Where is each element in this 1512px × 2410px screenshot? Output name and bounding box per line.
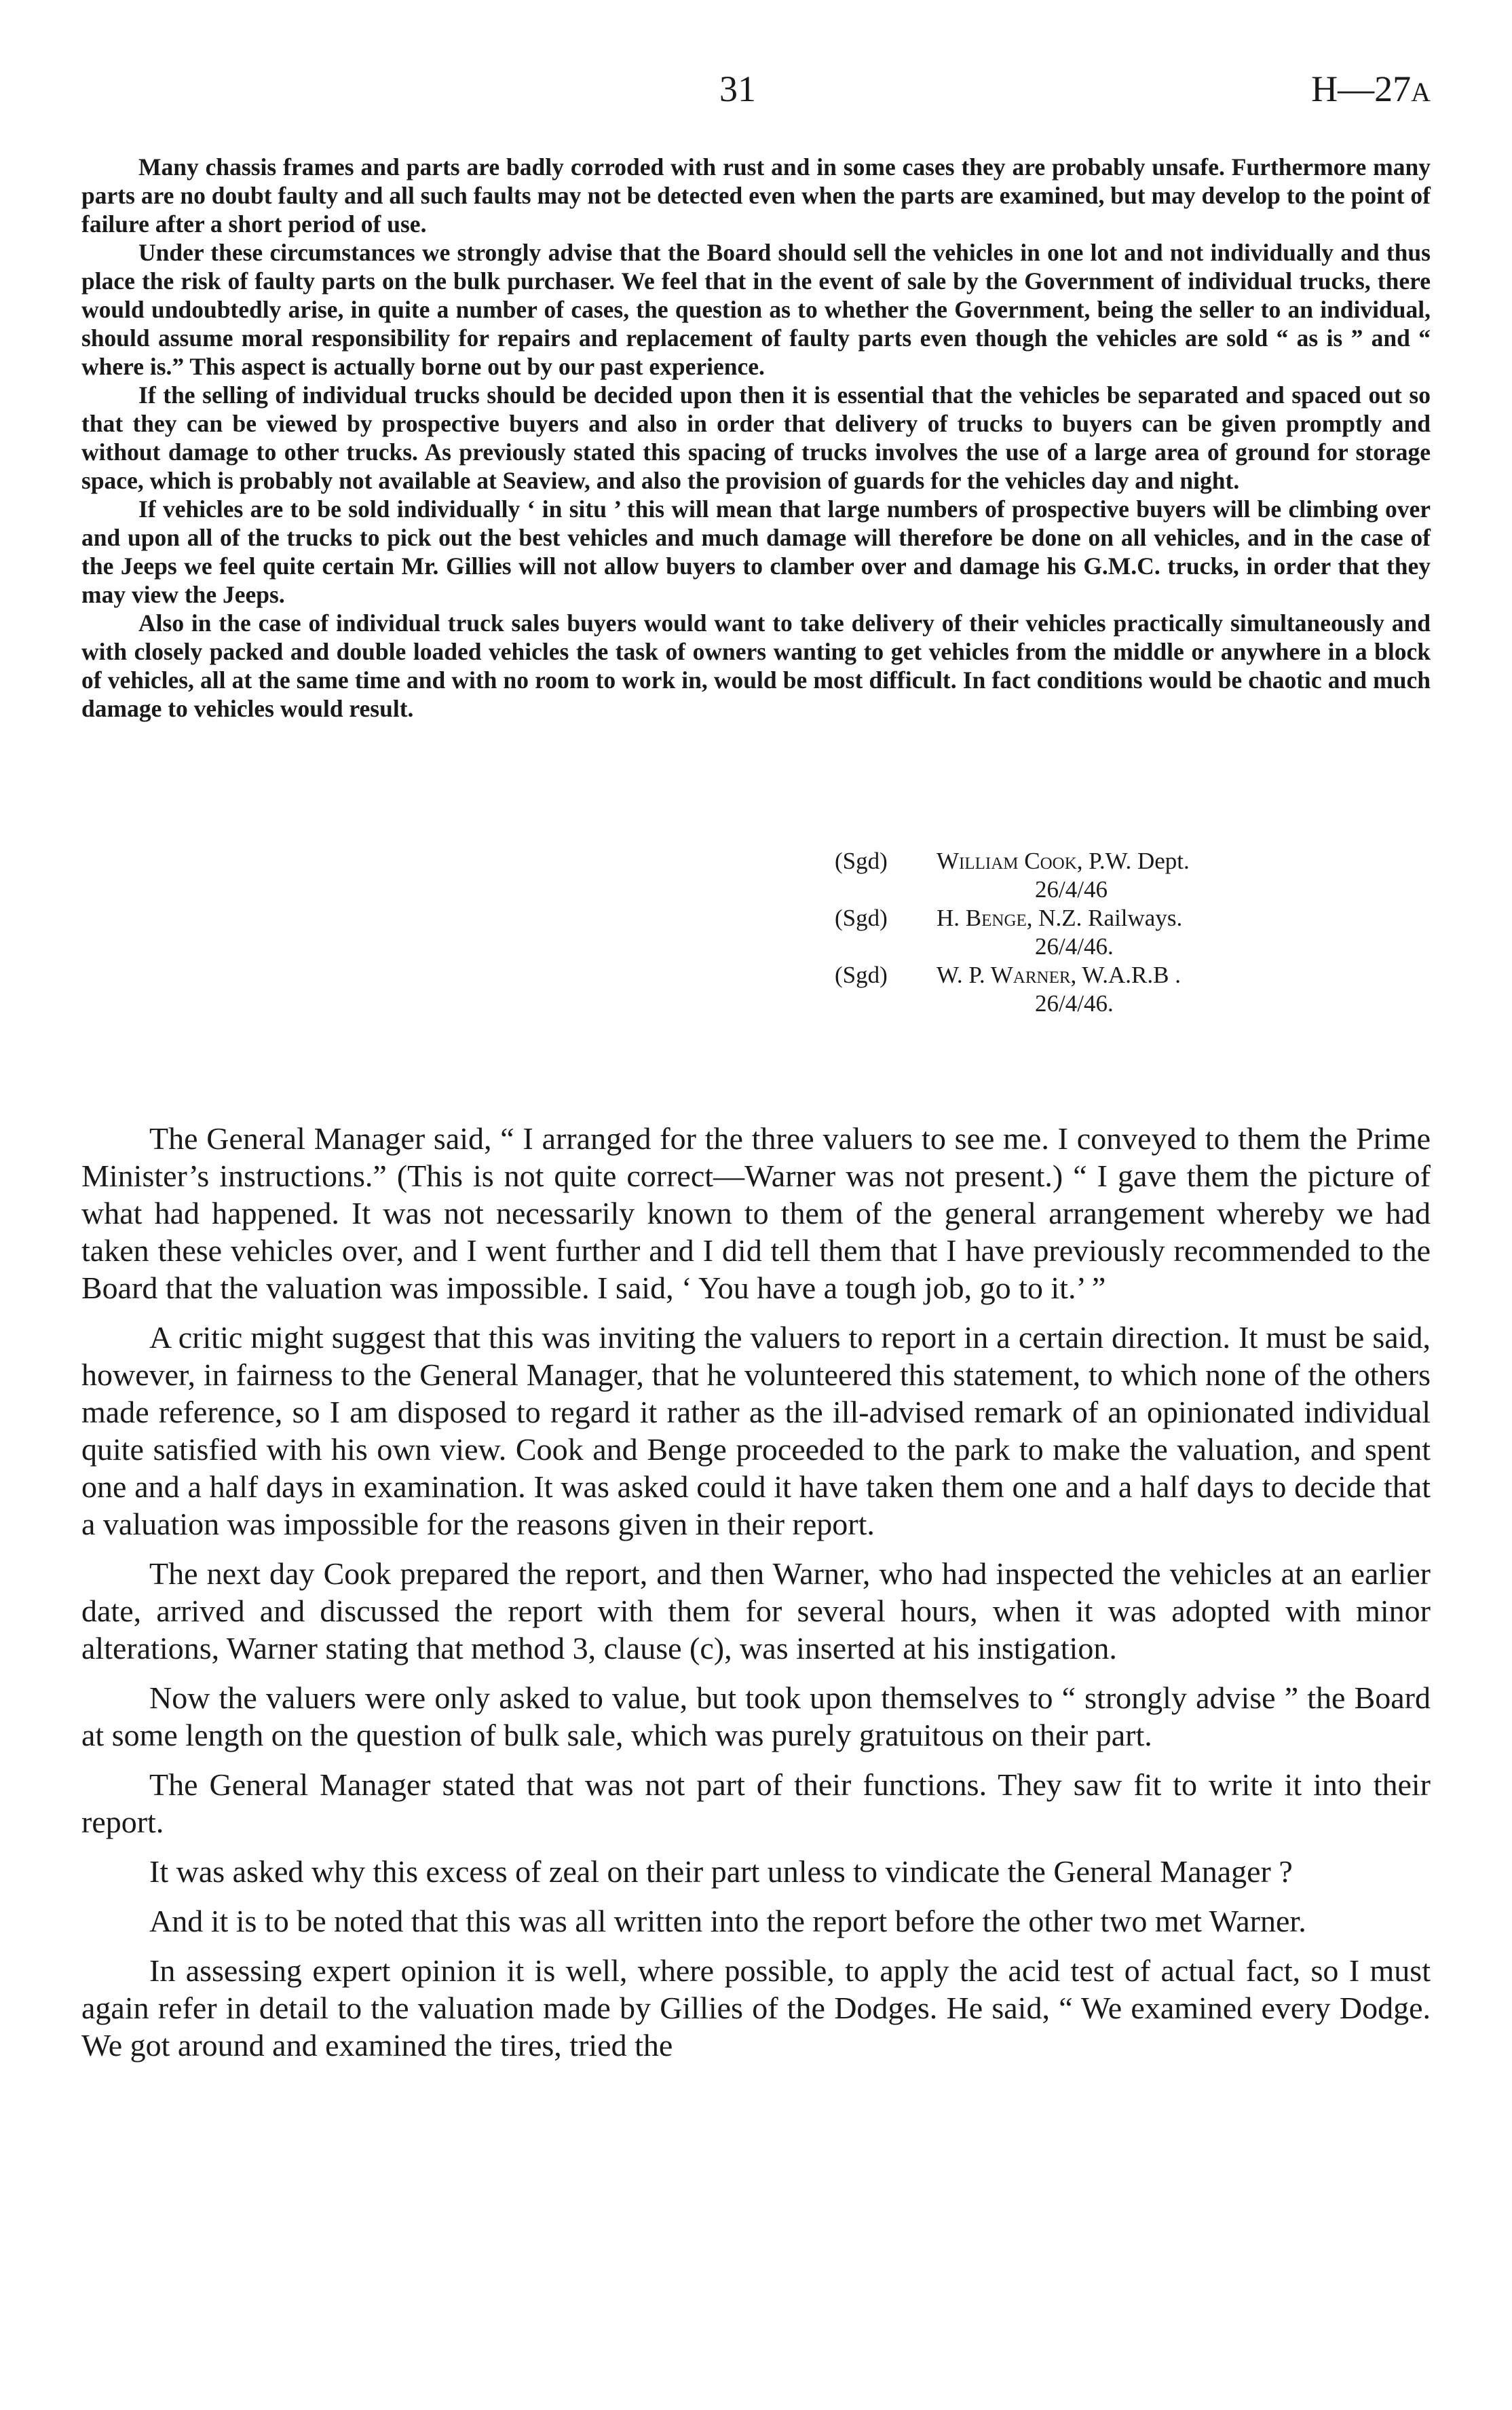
signatory-affiliation: , P.W. Dept.	[1076, 848, 1190, 874]
quoted-paragraph: Under these circumstances we strongly advise that the Board should sell the vehicles in one lot and not individually and thus place the risk of faulty parts on the bulk purchaser. We feel that in the event of sale by the Government of individual trucks, there would undoubtedly arise, in quite a number of cases, the question as to whether the Government, being the seller to an individual, should assume moral responsibility for repairs and replacement of faulty parts even though the vehicles are sold “ as is ” and “ where is.” This aspect is actually borne out by our past experience.	[81, 239, 1431, 380]
signatory-affiliation: , W.A.R.B .	[1070, 962, 1181, 988]
signatory	[937, 904, 1182, 933]
quoted-paragraph: Also in the case of individual truck sales buyers would want to take delivery of their vehicles practically simultaneously and with closely packed and double loaded vehicles the task of owners wanting to get vehicles from the middle or anywhere in a block of vehicles, all at the same time and with no room to work in, would be most difficult. In fact conditions would be chaotic and much damage to vehicles would result.	[81, 609, 1431, 722]
signatory	[937, 961, 1181, 990]
signatory-name: William Cook	[937, 848, 1077, 874]
signature-line	[835, 904, 1190, 933]
body-paragraph: The General Manager stated that was not part of their functions. They saw fit to write it into their report.	[81, 1767, 1431, 1839]
signature-prefix: (Sgd)	[835, 848, 888, 874]
quoted-paragraph: If vehicles are to be sold individually ‘ in situ ’ this will mean that large numbers of prospective buyers will be climbing over and upon all of the trucks to pick out the best vehicles and much damage will therefore be done on all vehicles, and in the case of the Jeeps we feel quite certain Mr. Gillies will not allow buyers to clamber over and damage his G.M.C. trucks, in order that they may view the Jeeps.	[81, 495, 1431, 608]
signature-date: 26/4/46	[1035, 876, 1108, 903]
body-paragraph: And it is to be noted that this was all written into the report before the other two met Warner.	[149, 1904, 1306, 1938]
report-body	[81, 1120, 1431, 2076]
page-header	[0, 68, 1512, 122]
document-reference	[1311, 68, 1431, 110]
signature-line	[835, 847, 1190, 875]
signature-date: 26/4/46.	[1035, 933, 1114, 960]
body-paragraph: Now the valuers were only asked to value, but took upon themselves to “ strongly advise ” the Board at some length on the question of bulk sale, which was purely gratuitous on their part.	[81, 1680, 1431, 1752]
signatory	[937, 847, 1190, 875]
signature-prefix: (Sgd)	[835, 905, 888, 931]
signatory-name: H. Benge	[937, 905, 1027, 931]
quoted-paragraph: If the selling of individual trucks should be decided upon then it is essential that the vehicles be separated and spaced out so that they can be viewed by prospective buyers and also in order that delivery of trucks to buyers can be given promptly and without damage to other trucks. As previously stated this spacing of trucks involves the use of a large area of ground for storage space, which is probably not available at Seaview, and also the provision of guards for the vehicles day and night.	[81, 381, 1431, 494]
quoted-paragraph: Many chassis frames and parts are badly corroded with rust and in some cases they are probably unsafe. Furthermore many parts are no doubt faulty and all such faults may not be detected even when the parts are examined, but may develop to the point of failure after a short period of use.	[81, 153, 1431, 238]
body-paragraph: The General Manager said, “ I arranged for the three valuers to see me. I conveyed to them the Prime Minister’s instructions.” (This is not quite correct—Warner was not present.) “ I gave them the picture of what had happened. It was not necessarily known to them of the general arrangement whereby we had taken these vehicles over, and I went further and I did tell them that I have previously recommended to the Board that the valuation was impossible. I said, ‘ You have a tough job, go to it.’ ”	[81, 1121, 1431, 1305]
page-number: 31	[719, 69, 756, 109]
signature-block	[835, 847, 1190, 1018]
body-paragraph: It was asked why this excess of zeal on their part unless to vindicate the General Manager ?	[149, 1854, 1293, 1889]
signature-date: 26/4/46.	[1035, 990, 1114, 1017]
document-reference-suffix: A	[1411, 77, 1431, 107]
document-reference-main: H—27	[1311, 69, 1412, 109]
signatory-affiliation: , N.Z. Railways.	[1026, 905, 1183, 931]
quoted-report	[81, 153, 1431, 723]
body-paragraph: In assessing expert opinion it is well, where possible, to apply the acid test of actual fact, so I must again refer in detail to the valuation made by Gillies of the Dodges. He said, “ We examined every Dodge. We got around and examined the tires, tried the	[81, 1953, 1431, 2063]
body-paragraph: A critic might suggest that this was inviting the valuers to report in a certain direction. It must be said, however, in fairness to the General Manager, that he volunteered this statement, to which none of the others made reference, so I am disposed to regard it rather as the ill-advised remark of an opinionated individual quite satisfied with his own view. Cook and Benge proceeded to the park to make the valuation, and spent one and a half days in examination. It was asked could it have taken them one and a half days to decide that a valuation was impossible for the reasons given in their report.	[81, 1320, 1431, 1541]
signature-prefix: (Sgd)	[835, 962, 888, 988]
signature-line	[835, 961, 1190, 990]
body-paragraph: The next day Cook prepared the report, and then Warner, who had inspected the vehicles at an earlier date, arrived and discussed the report with them for several hours, when it was adopted with minor alterations, Warner stating that method 3, clause (c), was inserted at his instigation.	[81, 1556, 1431, 1665]
signatory-name: W. P. Warner	[937, 962, 1071, 988]
